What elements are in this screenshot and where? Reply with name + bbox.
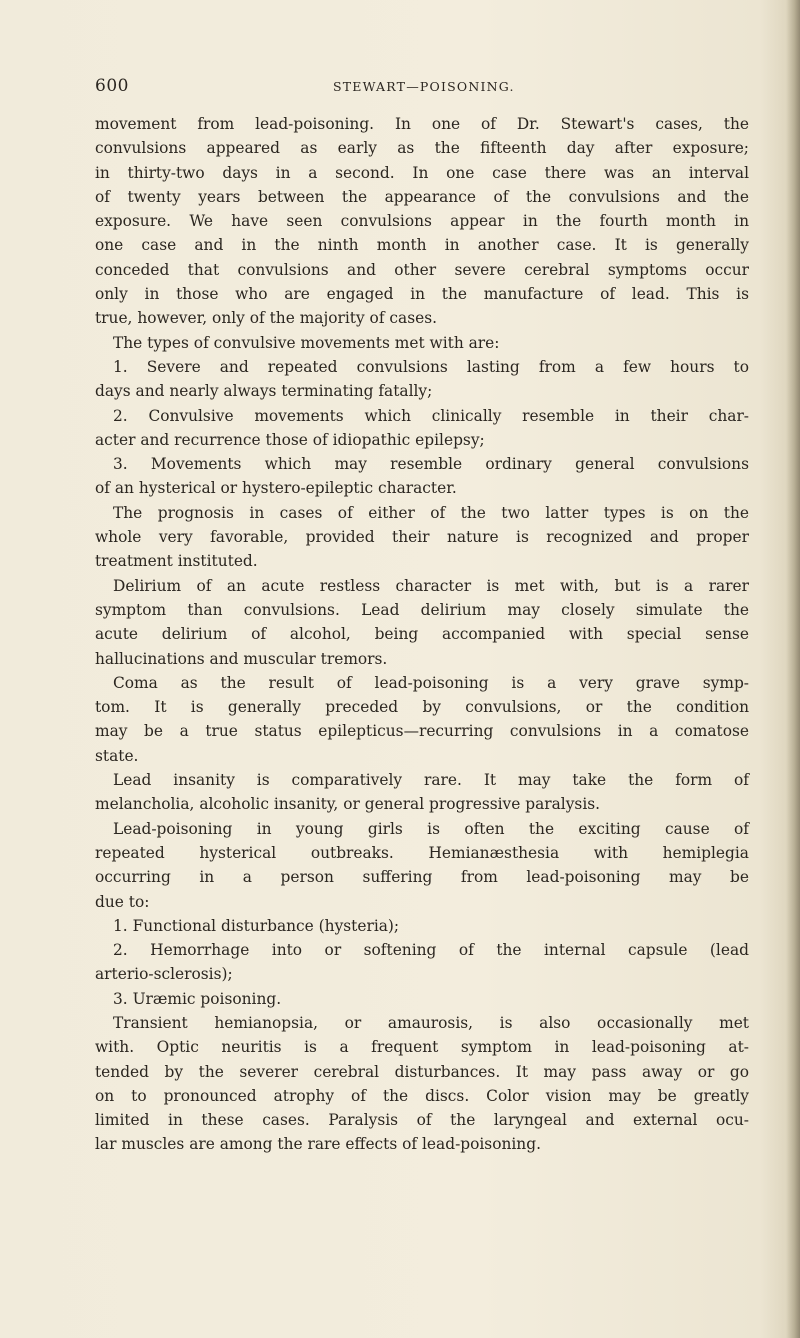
page-number: 600 bbox=[95, 76, 129, 96]
text-line: The types of convulsive movements met with are: bbox=[113, 333, 500, 352]
text-line: 1. Functional disturbance (hysteria); bbox=[113, 916, 400, 935]
text-line: conceded that convulsions and other severe cerebral symptoms occur bbox=[95, 260, 749, 279]
text-line: limited in these cases. Paralysis of the laryngeal and external ocu- bbox=[95, 1111, 749, 1130]
text-line: acter and recurrence those of idiopathic epilepsy; bbox=[95, 430, 485, 449]
text-line: may be a true status epilepticus—recurring convulsions in a comatose bbox=[95, 722, 749, 741]
text-line: on to pronounced atrophy of the discs. Color vision may be greatly bbox=[95, 1086, 749, 1105]
text-line: one case and in the ninth month in another case. It is generally bbox=[95, 236, 749, 255]
text-line: hallucinations and muscular tremors. bbox=[95, 649, 388, 668]
body-text bbox=[95, 112, 749, 1157]
running-head: STEWART—POISONING. bbox=[333, 79, 515, 94]
text-line: exposure. We have seen convulsions appear in the fourth month in bbox=[95, 212, 749, 231]
text-line: 2. Convulsive movements which clinically resemble in their char- bbox=[113, 406, 749, 425]
page-edge-shadow bbox=[786, 0, 800, 1338]
text-line: with. Optic neuritis is a frequent symptom in lead-poisoning at- bbox=[95, 1038, 749, 1057]
text-line: The prognosis in cases of either of the two latter types is on the bbox=[113, 503, 749, 522]
text-line: of an hysterical or hystero-epileptic character. bbox=[95, 479, 457, 498]
text-line: melancholia, alcoholic insanity, or general progressive paralysis. bbox=[95, 795, 601, 814]
text-line: movement from lead-poisoning. In one of Dr. Stewart's cases, the bbox=[95, 115, 749, 133]
text-line: Coma as the result of lead-poisoning is a very grave symp- bbox=[113, 673, 749, 692]
text-line: symptom than convulsions. Lead delirium may closely simulate the bbox=[95, 600, 749, 619]
text-line: Lead-poisoning in young girls is often the exciting cause of bbox=[113, 819, 749, 838]
text-line: Delirium of an acute restless character is met with, but is a rarer bbox=[113, 576, 749, 595]
text-line: tom. It is generally preceded by convulsions, or the condition bbox=[95, 698, 749, 717]
text-line: due to: bbox=[95, 892, 150, 911]
text-line: tended by the severer cerebral disturbances. It may pass away or go bbox=[95, 1062, 749, 1081]
text-line: Lead insanity is comparatively rare. It may take the form of bbox=[113, 771, 749, 790]
text-line: arterio-sclerosis); bbox=[95, 965, 233, 984]
text-line: days and nearly always terminating fatally; bbox=[95, 382, 433, 401]
text-line: acute delirium of alcohol, being accompanied with special sense bbox=[95, 625, 749, 644]
text-line: 1. Severe and repeated convulsions lasting from a few hours to bbox=[113, 357, 749, 376]
text-line: state. bbox=[95, 746, 139, 765]
text-line: treatment instituted. bbox=[95, 552, 258, 571]
text-line: convulsions appeared as early as the fifteenth day after exposure; bbox=[95, 139, 749, 158]
text-line: of twenty years between the appearance of the convulsions and the bbox=[95, 187, 749, 206]
text-line: 3. Uræmic poisoning. bbox=[113, 989, 282, 1008]
text-line: only in those who are engaged in the manufacture of lead. This is bbox=[95, 285, 749, 304]
text-line: whole very favorable, provided their nature is recognized and proper bbox=[95, 528, 749, 547]
text-line: occurring in a person suffering from lead-poisoning may be bbox=[95, 868, 749, 887]
text-line: in thirty-two days in a second. In one case there was an interval bbox=[95, 163, 749, 182]
page-header bbox=[95, 76, 745, 100]
text-line: Transient hemianopsia, or amaurosis, is also occasionally met bbox=[113, 1013, 749, 1032]
text-line: 2. Hemorrhage into or softening of the internal capsule (lead bbox=[113, 941, 749, 960]
text-line: lar muscles are among the rare effects of lead-poisoning. bbox=[95, 1135, 541, 1154]
text-line: true, however, only of the majority of cases. bbox=[95, 309, 438, 328]
text-line: 3. Movements which may resemble ordinary general convulsions bbox=[113, 455, 749, 474]
text-line: repeated hysterical outbreaks. Hemianæsthesia with hemiplegia bbox=[95, 843, 749, 862]
